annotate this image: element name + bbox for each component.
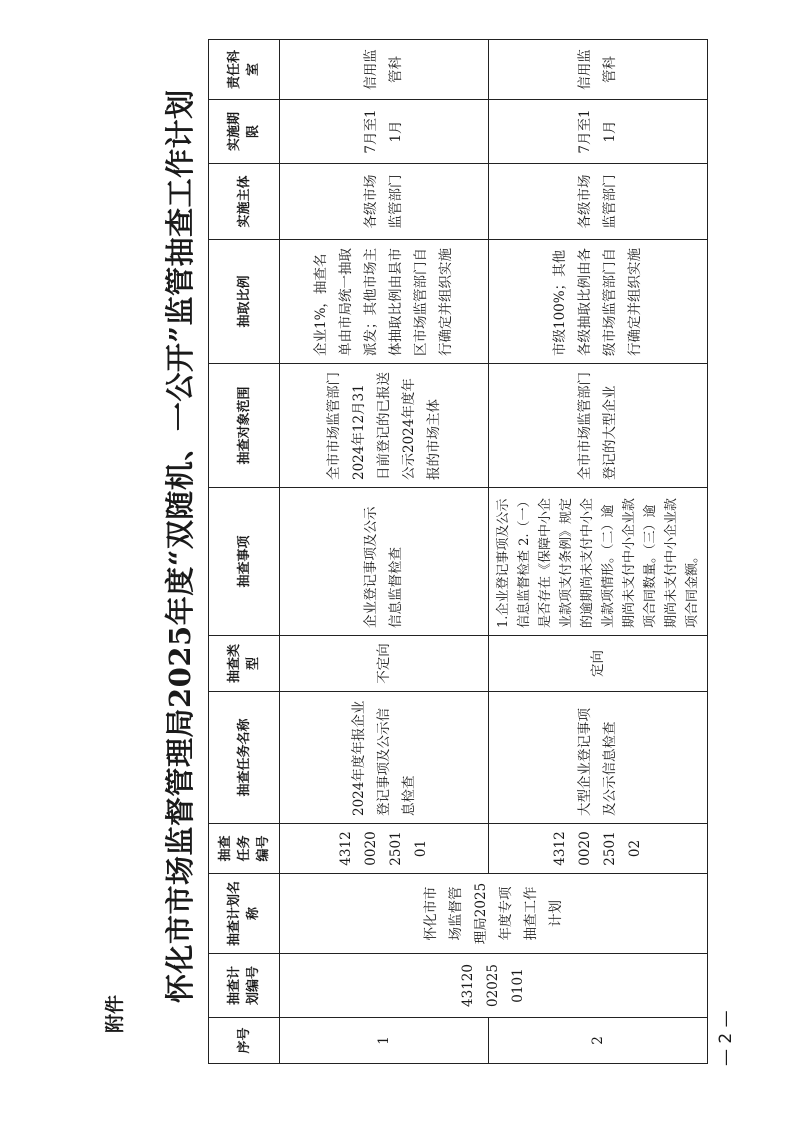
task-name: 大型企业登记事项及公示信息检查 bbox=[489, 692, 708, 824]
task-name: 2024年度年报企业登记事项及公示信息检查 bbox=[280, 692, 489, 824]
check-items: 企业登记事项及公示信息监督检查 bbox=[280, 488, 489, 636]
document-title: 怀化市市场监督管理局2025年度“双随机、一公开”监管抽查工作计划 bbox=[163, 89, 197, 1003]
header-period: 实施期限 bbox=[209, 100, 280, 164]
header-task-name: 抽查任务名称 bbox=[209, 692, 280, 824]
check-scope: 全市市场监管部门2024年12月31日前登记的已报送公示2024年度年报的市场主体 bbox=[280, 364, 489, 488]
row-index: 1 bbox=[280, 1018, 489, 1064]
check-type: 定向 bbox=[489, 636, 708, 692]
check-items: 1.企业登记事项及公示信息监督检查 2.（一）是否存在《保障中小企业款项支付条例》规定的逾期尚未支付中小企业款项情形。（二）逾期尚未支付中小企业款项合同数量。（三）逾期尚未支付中小企业款项合同金额。 bbox=[489, 488, 708, 636]
responsible-dept: 信用监管科 bbox=[280, 40, 489, 100]
table-header-row bbox=[209, 40, 280, 1064]
header-task-code: 抽查任务编号 bbox=[209, 824, 280, 874]
executor: 各级市场监管部门 bbox=[489, 164, 708, 240]
header-scope: 抽查对象范围 bbox=[209, 364, 280, 488]
attachment-label: 附件 bbox=[104, 994, 126, 1033]
period: 7月至11月 bbox=[489, 100, 708, 164]
executor: 各级市场监管部门 bbox=[280, 164, 489, 240]
table-row bbox=[280, 40, 489, 1064]
task-code: 43120020250101 bbox=[280, 824, 489, 874]
header-ratio: 抽取比例 bbox=[209, 240, 280, 364]
header-items: 抽查事项 bbox=[209, 488, 280, 636]
header-plan-name: 抽查计划名称 bbox=[209, 874, 280, 954]
period: 7月至11月 bbox=[280, 100, 489, 164]
plan-code: 43120020250101 bbox=[280, 954, 708, 1018]
row-index: 2 bbox=[489, 1018, 708, 1064]
check-ratio: 市级100%；其他各级抽取比例由各级市场监管部门自行确定并组织实施 bbox=[489, 240, 708, 364]
header-type: 抽查类型 bbox=[209, 636, 280, 692]
header-dept: 责任科室 bbox=[209, 40, 280, 100]
header-executor: 实施主体 bbox=[209, 164, 280, 240]
header-plan-code: 抽查计划编号 bbox=[209, 954, 280, 1018]
check-type: 不定向 bbox=[280, 636, 489, 692]
plan-table bbox=[208, 39, 708, 1064]
plan-name: 怀化市市场监督管理局2025年度专项抽查工作计划 bbox=[280, 874, 708, 954]
check-ratio: 企业1%，抽查名单由市局统一抽取派发；其他市场主体抽取比例由县市区市场监管部门自行确定并组织实施 bbox=[280, 240, 489, 364]
responsible-dept: 信用监管科 bbox=[489, 40, 708, 100]
check-scope: 全市市场监管部门登记的大型企业 bbox=[489, 364, 708, 488]
page-number: — 2 — bbox=[716, 1010, 736, 1066]
task-code: 43120020250102 bbox=[489, 824, 708, 874]
header-index: 序号 bbox=[209, 1018, 280, 1064]
